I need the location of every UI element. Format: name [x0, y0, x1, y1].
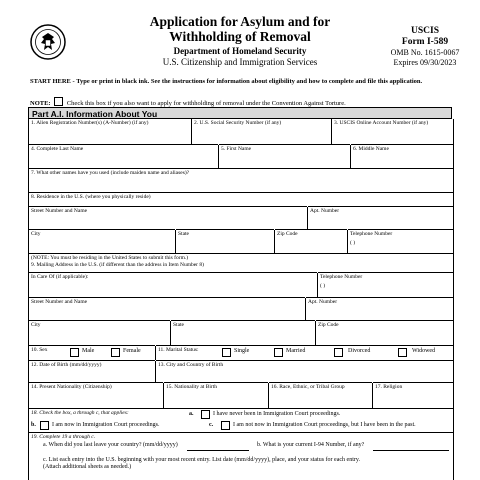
mailing-zip-field[interactable] — [316, 320, 453, 345]
telephone-label: Telephone Number — [320, 274, 363, 280]
male-checkbox[interactable] — [70, 348, 79, 357]
uscis-account-field[interactable] — [332, 119, 453, 144]
street-label: Street Number and Name — [31, 299, 88, 305]
area-code-parens: ( ) — [350, 240, 356, 246]
reside-note: (NOTE: You must be residing in the United States to submit this form.) — [31, 255, 189, 261]
q19c-text: c. List each entry into the U.S. beginning with your most recent entry. List date (mm/dd/yyyy), place, and your status for each entry. — [43, 457, 360, 463]
zip-label: Zip Code — [277, 231, 298, 237]
male-label: Male — [82, 348, 95, 354]
telephone-label: Telephone Number — [350, 231, 393, 237]
other-names-field[interactable] — [29, 168, 453, 192]
religion-field[interactable] — [373, 382, 453, 408]
married-checkbox[interactable] — [274, 348, 283, 357]
widowed-checkbox[interactable] — [398, 348, 407, 357]
first-name-label: 5. First Name — [221, 146, 252, 152]
residence-header — [29, 192, 453, 206]
sex-label: 10. Sex — [31, 347, 48, 353]
mailing-state-field[interactable] — [171, 320, 315, 345]
start-here-instructions — [30, 78, 450, 86]
q19b-input[interactable] — [373, 450, 449, 451]
form-grid — [28, 119, 454, 480]
mailing-apt-field[interactable] — [306, 297, 453, 320]
uscis-label: USCIS — [411, 26, 439, 36]
q18c-label: I am not now in Immigration Court proceedings, but I have been in the past. — [233, 422, 416, 428]
title-line-1: Application for Asylum and for — [149, 14, 331, 29]
cat-note — [30, 97, 450, 107]
street-label: Street Number and Name — [31, 208, 88, 214]
religion-label: 17. Religion — [375, 384, 403, 390]
expiration-date: Expires 09/30/2023 — [393, 57, 457, 67]
residence-city-field[interactable] — [29, 229, 175, 253]
race-field[interactable] — [269, 382, 372, 408]
residence-apt-field[interactable] — [308, 206, 453, 229]
q19b-label: b. What is your current I-94 Number, if any? — [257, 442, 365, 448]
single-label: Single — [234, 348, 250, 354]
married-label: Married — [286, 348, 306, 354]
last-name-label: 4. Complete Last Name — [31, 146, 84, 152]
cat-checkbox[interactable] — [54, 97, 63, 106]
q18a-label: I have never been in Immigration Court proceedings. — [213, 411, 341, 417]
mailing-phone-field[interactable] — [318, 272, 453, 297]
q19c-attach-note: (Attach additional sheets as needed.) — [43, 464, 132, 470]
in-care-of-label: In Care Of (if applicable): — [31, 274, 89, 280]
q19c-label — [43, 457, 448, 471]
female-checkbox[interactable] — [111, 348, 120, 357]
in-care-of-field[interactable] — [29, 272, 317, 297]
divorced-label: Divorced — [348, 348, 371, 354]
marital-label: 11. Marital Status: — [158, 347, 199, 353]
middle-name-label: 6. Middle Name — [353, 146, 389, 152]
other-names-label: 7. What other names have you used (include maiden name and aliases)? — [31, 170, 190, 176]
apt-label: Apt. Number — [310, 208, 340, 214]
note-label: NOTE: — [30, 100, 51, 107]
a-number-label: 1. Alien Registration Number(s) (A-Number) (if any) — [31, 120, 149, 126]
mailing-city-field[interactable] — [29, 320, 170, 345]
race-label: 16. Race, Ethnic, or Tribal Group — [271, 384, 345, 390]
mailing-header — [29, 253, 453, 272]
mailing-street-field[interactable] — [29, 297, 305, 320]
divorced-checkbox[interactable] — [334, 348, 343, 357]
last-name-field[interactable] — [29, 144, 218, 168]
birthplace-label: 13. City and Country of Birth — [158, 362, 224, 368]
nationality-label: 14. Present Nationality (Citizenship) — [31, 384, 112, 390]
title-line-2: Withholding of Removal — [169, 29, 311, 44]
birthplace-field[interactable] — [156, 360, 453, 382]
residence-zip-field[interactable] — [275, 229, 347, 253]
agency-name: U.S. Citizenship and Immigration Services — [162, 57, 318, 67]
department-name: Department of Homeland Security — [173, 46, 307, 56]
q19a-input[interactable] — [187, 450, 249, 451]
area-code-parens: ( ) — [320, 283, 326, 289]
omb-number: OMB No. 1615-0067 — [390, 48, 460, 57]
nationality-at-birth-field[interactable] — [164, 382, 268, 408]
ssn-field[interactable] — [192, 119, 331, 144]
residence-state-field[interactable] — [176, 229, 274, 253]
female-label: Female — [123, 348, 141, 354]
q18b-label: I am now in Immigration Court proceedings. — [52, 422, 160, 428]
residence-street-field[interactable] — [29, 206, 307, 229]
single-checkbox[interactable] — [222, 348, 231, 357]
city-label: City — [31, 322, 41, 328]
state-label: State — [173, 322, 184, 328]
dob-field[interactable] — [29, 360, 155, 382]
nationality-at-birth-label: 15. Nationality at Birth — [166, 384, 218, 390]
q18-label: 18. Check the box, a through c, that applies: — [31, 410, 129, 416]
residence-phone-field[interactable] — [348, 229, 453, 253]
q19-label: 19. Complete 19 a through c. — [31, 434, 96, 440]
q18c-checkbox[interactable] — [221, 421, 230, 430]
start-here-text: START HERE - Type or print in black ink. See the instructions for information about eligibility and how to complete and file this application. — [30, 78, 423, 85]
q18a-checkbox[interactable] — [201, 410, 210, 419]
middle-name-field[interactable] — [351, 144, 453, 168]
ssn-label: 2. U.S. Social Security Number (if any) — [194, 120, 282, 126]
widowed-label: Widowed — [412, 348, 436, 354]
state-label: State — [178, 231, 189, 237]
dob-label: 12. Date of Birth (mm/dd/yyyy) — [31, 362, 102, 368]
q18b-checkbox[interactable] — [40, 421, 49, 430]
q18b-letter: b. — [31, 422, 36, 428]
uscis-account-label: 3. USCIS Online Account Number (if any) — [334, 120, 429, 126]
part-a1-header: Part A.I. Information About You — [28, 107, 452, 119]
q18c-letter: c. — [209, 422, 214, 428]
apt-label: Apt. Number — [308, 299, 338, 305]
form-id-block — [380, 26, 470, 67]
q19a-label: a. When did you last leave your country? (mm/dd/yyyy) — [43, 442, 178, 448]
zip-label: Zip Code — [318, 322, 339, 328]
first-name-field[interactable] — [219, 144, 350, 168]
entry-history-section — [29, 432, 453, 480]
note-text: Check this box if you also want to apply for withholding of removal under the Convention Against Torture. — [66, 100, 346, 107]
residence-label: 8. Residence in the U.S. (where you physically reside) — [31, 194, 151, 200]
city-label: City — [31, 231, 41, 237]
nationality-field[interactable] — [29, 382, 163, 408]
mailing-label: 9. Mailing Address in the U.S. (if different than the address in Item Number 8) — [31, 262, 204, 268]
q18a-letter: a. — [189, 411, 194, 417]
a-number-field[interactable] — [29, 119, 191, 144]
form-number: Form I-589 — [401, 37, 449, 47]
